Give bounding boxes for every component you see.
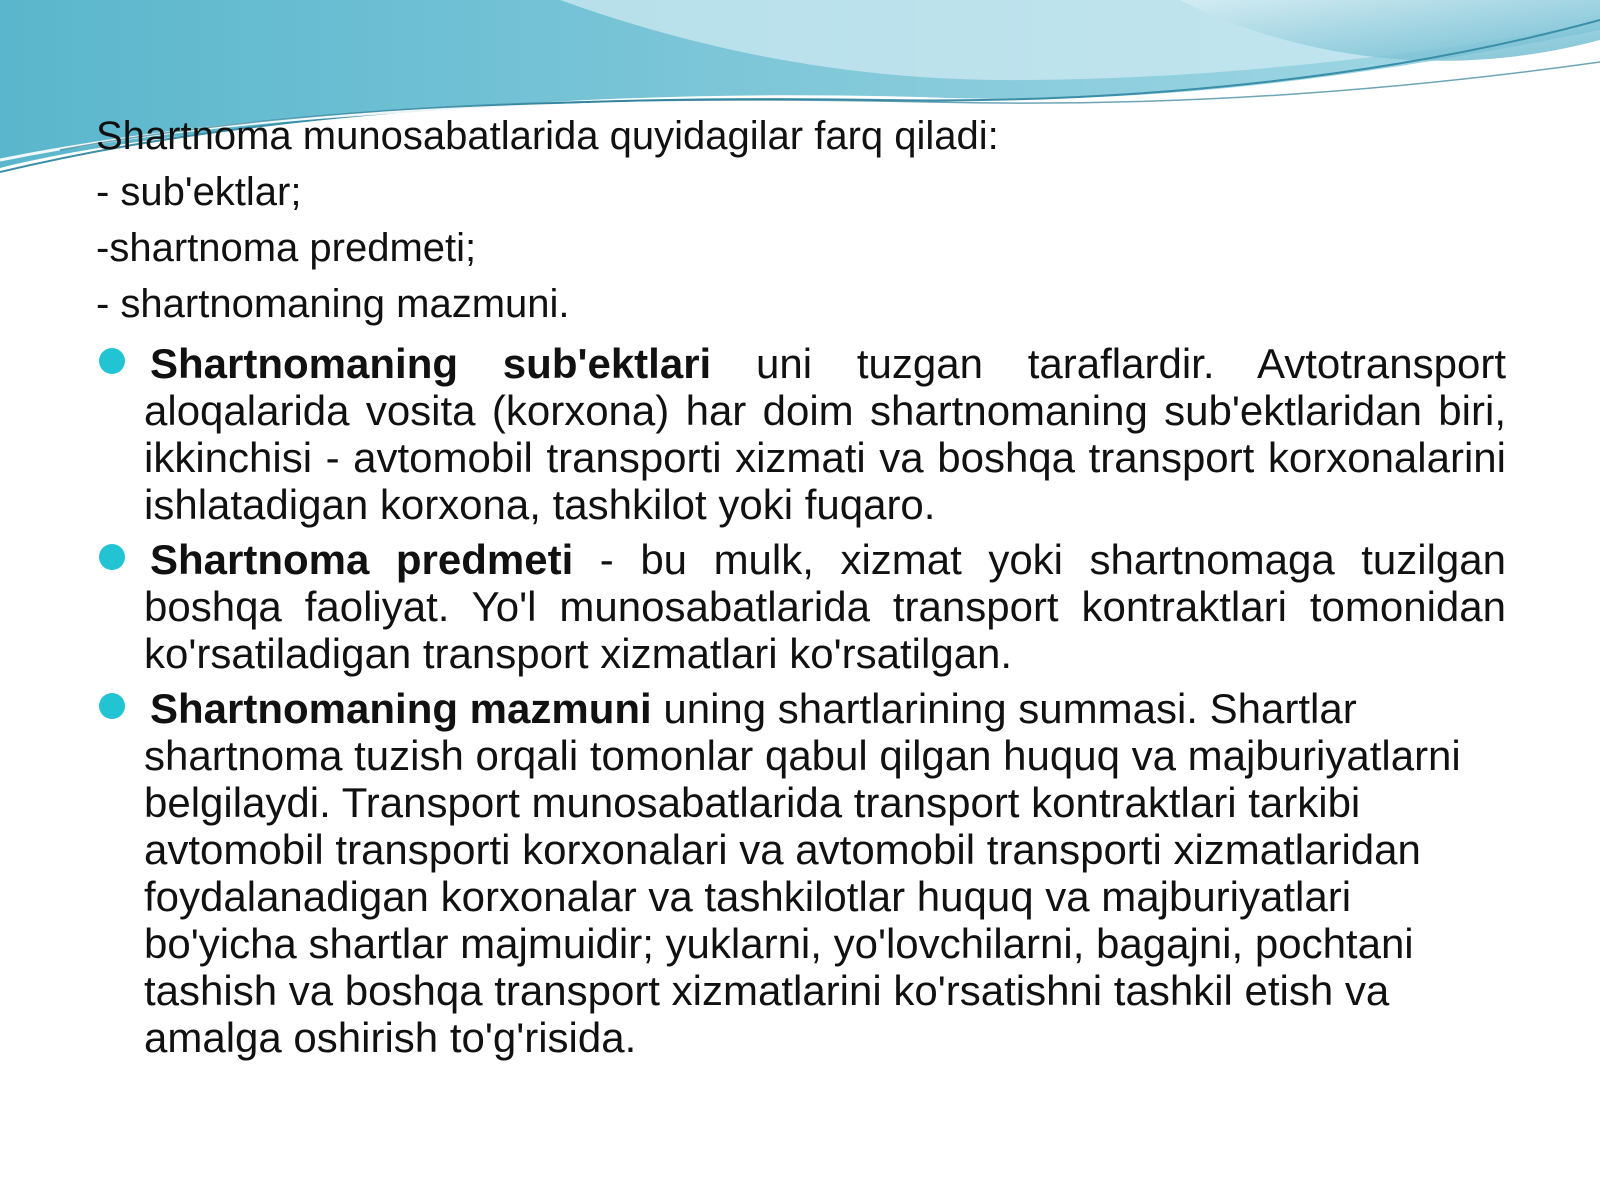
bullet-term: Shartnomaning sub'ektlari bbox=[150, 340, 712, 387]
bullet-dot-icon bbox=[99, 348, 125, 374]
bullet-term: Shartnomaning mazmuni bbox=[150, 685, 652, 732]
slide-content bbox=[96, 108, 1506, 1061]
bullet-text: uni tuzgan taraflardir. Avtotransport aloqalarida vosita (korxona) har doim shartnomaning sub'ektlaridan biri, ikkinchisi - avtomobil transporti xizmati va boshqa transport korxonalarini ishlatadigan korxona, tashkilot yoki fuqaro. bbox=[144, 340, 1507, 528]
bullet-text: - bu mulk, xizmat yoki shartnomaga tuzilgan boshqa faoliyat. Yo'l munosabatlarida transport kontraktlari tomonidan ko'rsatiladigan transport xizmatlari ko'rsatilgan. bbox=[144, 536, 1506, 677]
bullet-item bbox=[96, 536, 1506, 677]
intro-list-item: - sub'ektlar; bbox=[96, 170, 302, 214]
bullet-item bbox=[96, 340, 1506, 528]
bullet-text: uning shartlarining summasi. Shartlar shartnoma tuzish orqali tomonlar qabul qilgan huquq va majburiyatlarni belgilaydi. Transport munosabatlarida transport kontraktlari tarkibi avtomobil transporti korxonalari va avtomobil transporti xizmatlaridan foydalanadigan korxonalar va tashkilotlar huquq va majburiyatlari bo'yicha shartlar majmuidir; yuklarni, yo'lovchilarni, bagajni, pochtani tashish va boshqa transport xizmatlarini ko'rsatishni tashkil etish va amalga oshirish to'g'risida. bbox=[144, 685, 1461, 1061]
bullet-term: Shartnoma predmeti bbox=[150, 536, 574, 583]
bullet-dot-icon bbox=[99, 693, 125, 719]
intro-list-item: - shartnomaning mazmuni. bbox=[96, 282, 570, 326]
bullet-item bbox=[96, 685, 1506, 1061]
intro-heading: Shartnoma munosabatlarida quyidagilar farq qiladi: bbox=[96, 114, 999, 158]
intro-list-item: -shartnoma predmeti; bbox=[96, 226, 477, 270]
bullet-list bbox=[96, 340, 1506, 1061]
bullet-dot-icon bbox=[99, 544, 125, 570]
